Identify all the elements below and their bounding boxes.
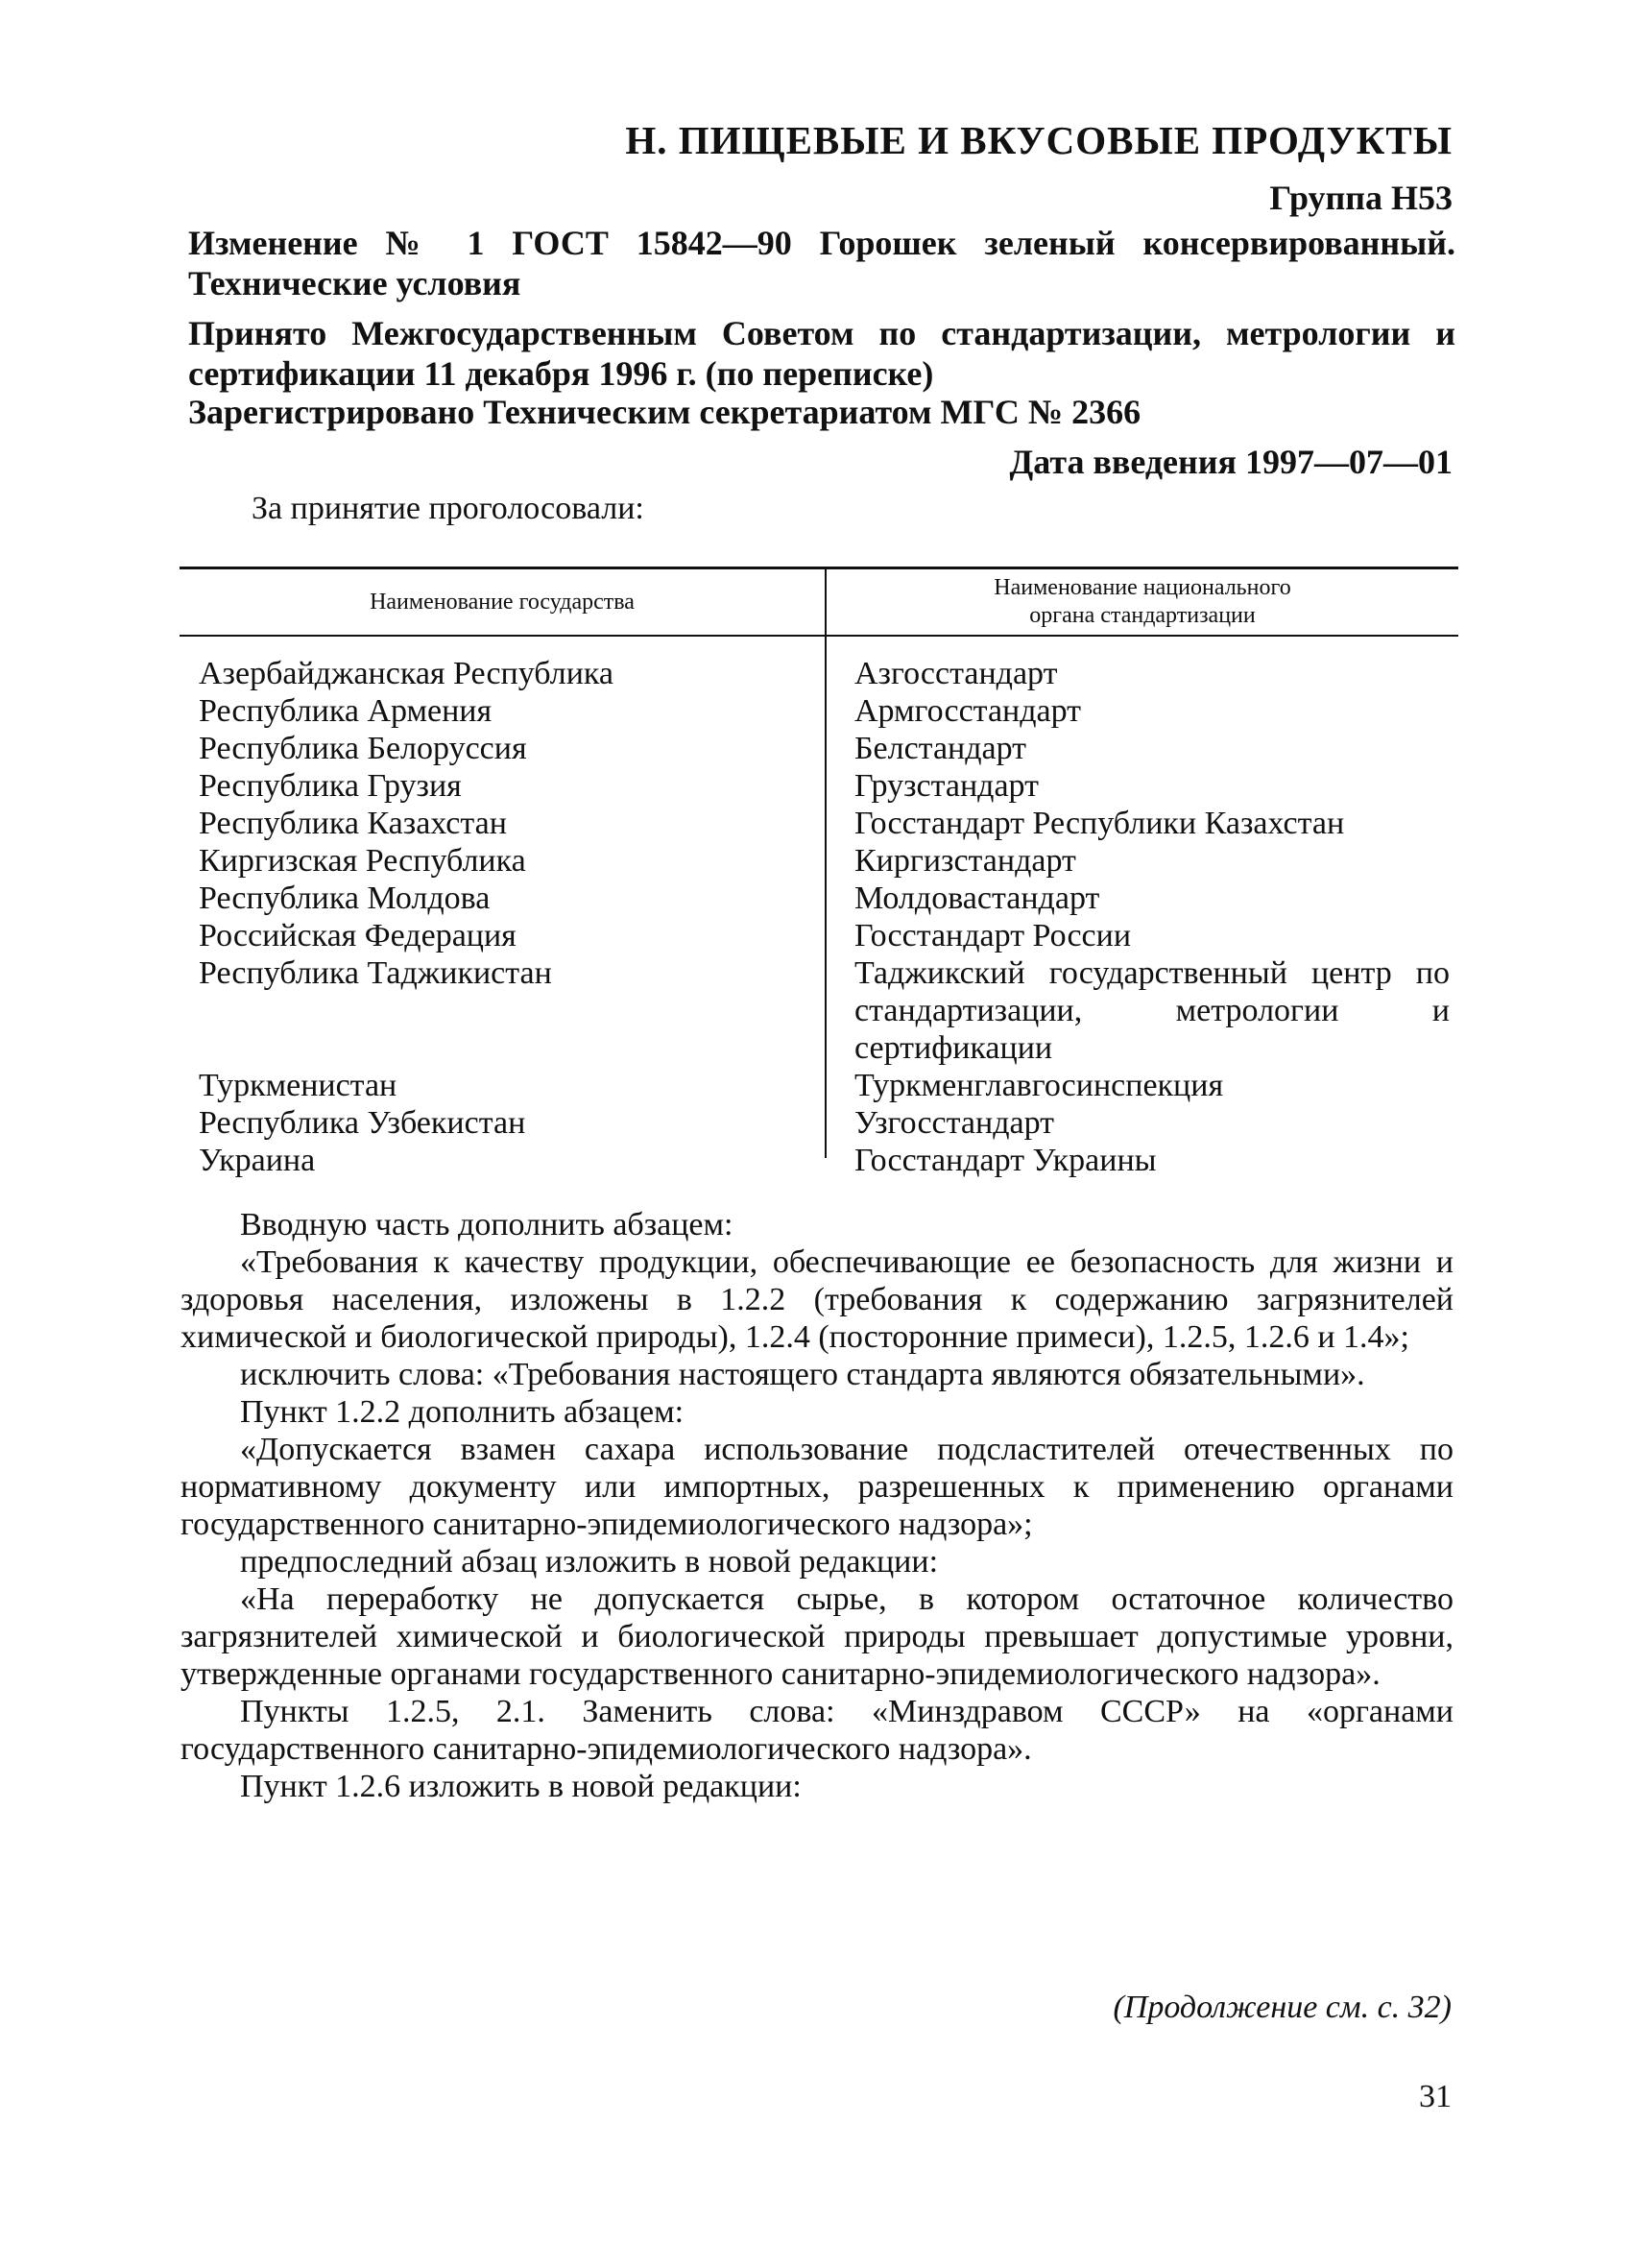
body-row: Армгосстандарт xyxy=(854,693,1082,729)
table-header-rule xyxy=(180,635,1458,637)
table-column-divider xyxy=(825,567,827,1158)
state-row: Республика Таджикистан xyxy=(199,955,552,991)
states-column xyxy=(199,655,813,1179)
paragraph: Пункты 1.2.5, 2.1. Заменить слова: «Минздравом СССР» на «органами государственного санитарно-эпидемиологического надзора». xyxy=(180,1694,1454,1767)
introduction-date: Дата введения 1997—07—01 xyxy=(1009,443,1453,481)
paragraph: Пункт 1.2.6 изложить в новой редакции: xyxy=(240,1769,802,1804)
paragraph: «Допускается взамен сахара использование подсластителей отечественных по нормативному документу или импортных, разрешенных к применению органами государственного санитарно-эпидемиологического надзора»; xyxy=(180,1432,1454,1542)
body-row: Грузстандарт xyxy=(854,768,1039,804)
column-header-body-line1: Наименование национального xyxy=(994,575,1291,600)
group-label: Группа Н53 xyxy=(1269,179,1453,217)
body-row: Узгосстандарт xyxy=(854,1105,1055,1141)
state-row: Республика Грузия xyxy=(199,768,462,804)
state-row: Киргизская Республика xyxy=(199,843,526,879)
registration-statement: Зарегистрировано Техническим секретариатом МГС № 2366 xyxy=(188,393,1141,431)
state-row: Азербайджанская Республика xyxy=(199,656,614,691)
body-row: Молдовастандарт xyxy=(854,881,1100,916)
body-row: Белстандарт xyxy=(854,731,1027,766)
voted-label: За принятие проголосовали: xyxy=(252,491,644,526)
column-header-state: Наименование государства xyxy=(370,590,635,615)
amendment-text xyxy=(180,1206,1454,1805)
change-title: Изменение № 1 ГОСТ 15842—90 Горошек зеленый консервированный. Технические условия xyxy=(188,224,1455,302)
adopted-statement: Принято Межгосударственным Советом по стандартизации, метрологии и сертификации 11 декабря 1996 г. (по переписке) xyxy=(188,314,1455,393)
paragraph: Вводную часть дополнить абзацем: xyxy=(240,1207,733,1243)
state-row: Республика Белоруссия xyxy=(199,731,527,766)
paragraph: предпоследний абзац изложить в новой редакции: xyxy=(240,1544,939,1580)
section-title: Н. ПИЩЕВЫЕ И ВКУСОВЫЕ ПРОДУКТЫ xyxy=(625,118,1453,162)
paragraph: исключить слова: «Требования настоящего стандарта являются обязательными». xyxy=(240,1357,1365,1392)
state-row: Украина xyxy=(199,1143,316,1178)
body-row: Госстандарт Украины xyxy=(854,1143,1157,1178)
paragraph: Пункт 1.2.2 дополнить абзацем: xyxy=(240,1394,685,1430)
state-row: Республика Армения xyxy=(199,693,493,729)
column-header-body xyxy=(827,574,1458,630)
continuation-note: (Продолжение см. с. 32) xyxy=(1113,1990,1452,2025)
bodies-column xyxy=(854,655,1450,1179)
body-row: Киргизстандарт xyxy=(854,843,1076,879)
state-row: Республика Казахстан xyxy=(199,806,507,841)
body-row: Таджикский государственный центр по стандартизации, метрологии и сертификации xyxy=(854,955,1450,1066)
state-row: Республика Молдова xyxy=(199,881,491,916)
state-row: Туркменистан xyxy=(199,1068,397,1103)
table-top-rule xyxy=(180,567,1458,569)
column-header-body-line2: органа стандартизации xyxy=(1029,603,1256,628)
body-row: Азгосстандарт xyxy=(854,656,1058,691)
state-row: Республика Узбекистан xyxy=(199,1105,526,1141)
body-row: Туркменглавгосинспекция xyxy=(854,1068,1224,1103)
paragraph: «На переработку не допускается сырье, в котором остаточное количество загрязнителей химической и биологической природы превышает допустимые уровни, утвержденные органами государственного санитарно-эпидемиологического надзора». xyxy=(180,1581,1454,1692)
body-row: Госстандарт Республики Казахстан xyxy=(854,806,1345,841)
state-row: Российская Федерация xyxy=(199,918,517,953)
page-number: 31 xyxy=(1419,2079,1452,2114)
voting-table xyxy=(180,567,1458,1178)
paragraph: «Требования к качеству продукции, обеспечивающие ее безопасность для жизни и здоровья населения, изложены в 1.2.2 (требования к содержанию загрязнителей химической и биологической природы), 1.2.4 (посторонние примеси), 1.2.5, 1.2.6 и 1.4»; xyxy=(180,1244,1454,1355)
body-row: Госстандарт России xyxy=(854,918,1132,953)
